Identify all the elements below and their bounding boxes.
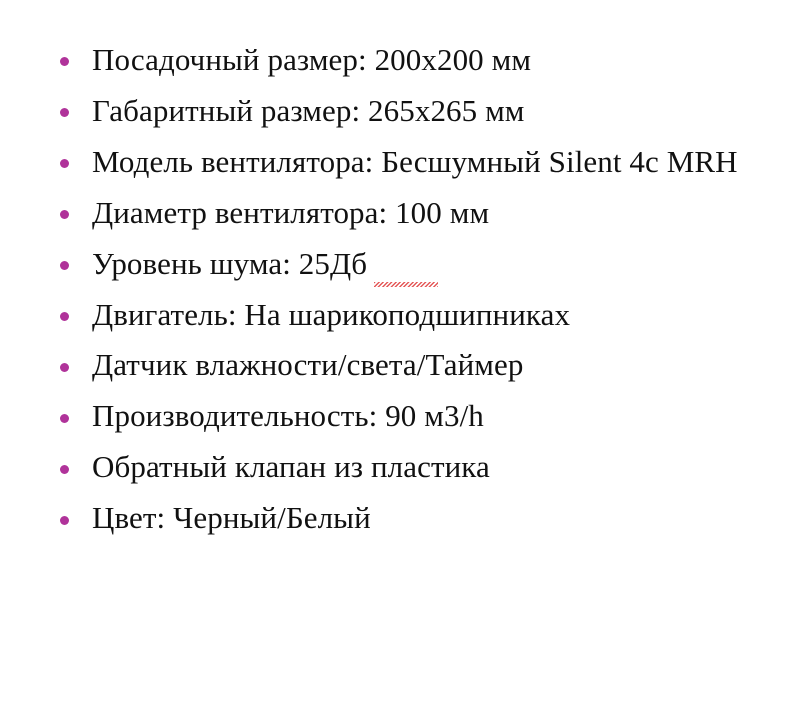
bullet-icon — [60, 261, 69, 270]
list-item — [40, 345, 780, 386]
list-item-label: Диаметр вентилятора: 100 мм — [92, 194, 490, 230]
list-item-label: Датчик влажности/света/Таймер — [92, 347, 524, 383]
list-item-text: Уровень шума: 25Дб — [92, 245, 368, 281]
list-item-label: Обратный клапан из пластика — [92, 449, 490, 485]
bullet-icon — [60, 159, 69, 168]
list-item-label — [92, 246, 367, 281]
list-item — [40, 498, 780, 539]
list-item-label: Двигатель: На шарикоподшипниках — [92, 296, 571, 332]
list-item — [40, 396, 780, 437]
bullet-icon — [60, 465, 69, 474]
bullet-icon — [60, 210, 69, 219]
bullet-icon — [60, 414, 69, 423]
list-item-label: Цвет: Черный/Белый — [92, 500, 371, 536]
list-item-label: Габаритный размер: 265х265 мм — [92, 92, 525, 128]
bullet-icon — [60, 363, 69, 372]
list-item — [40, 91, 780, 132]
bullet-icon — [60, 57, 69, 66]
list-item — [40, 244, 780, 285]
bullet-icon — [60, 108, 69, 117]
list-item-label: Производительность: 90 м3/h — [92, 398, 484, 434]
list-item-label: Модель вентилятора: Бесшумный Silent 4с MRH — [92, 143, 738, 179]
list-item-label: Посадочный размер: 200х200 мм — [92, 42, 532, 77]
list-item — [40, 40, 780, 81]
list-item — [40, 193, 780, 234]
bullet-icon — [60, 312, 69, 321]
bullet-icon — [60, 516, 69, 525]
list-item — [40, 447, 780, 488]
specification-list — [40, 40, 780, 539]
list-item — [40, 295, 780, 336]
list-item — [40, 142, 780, 183]
spellcheck-underline-icon — [374, 282, 438, 287]
